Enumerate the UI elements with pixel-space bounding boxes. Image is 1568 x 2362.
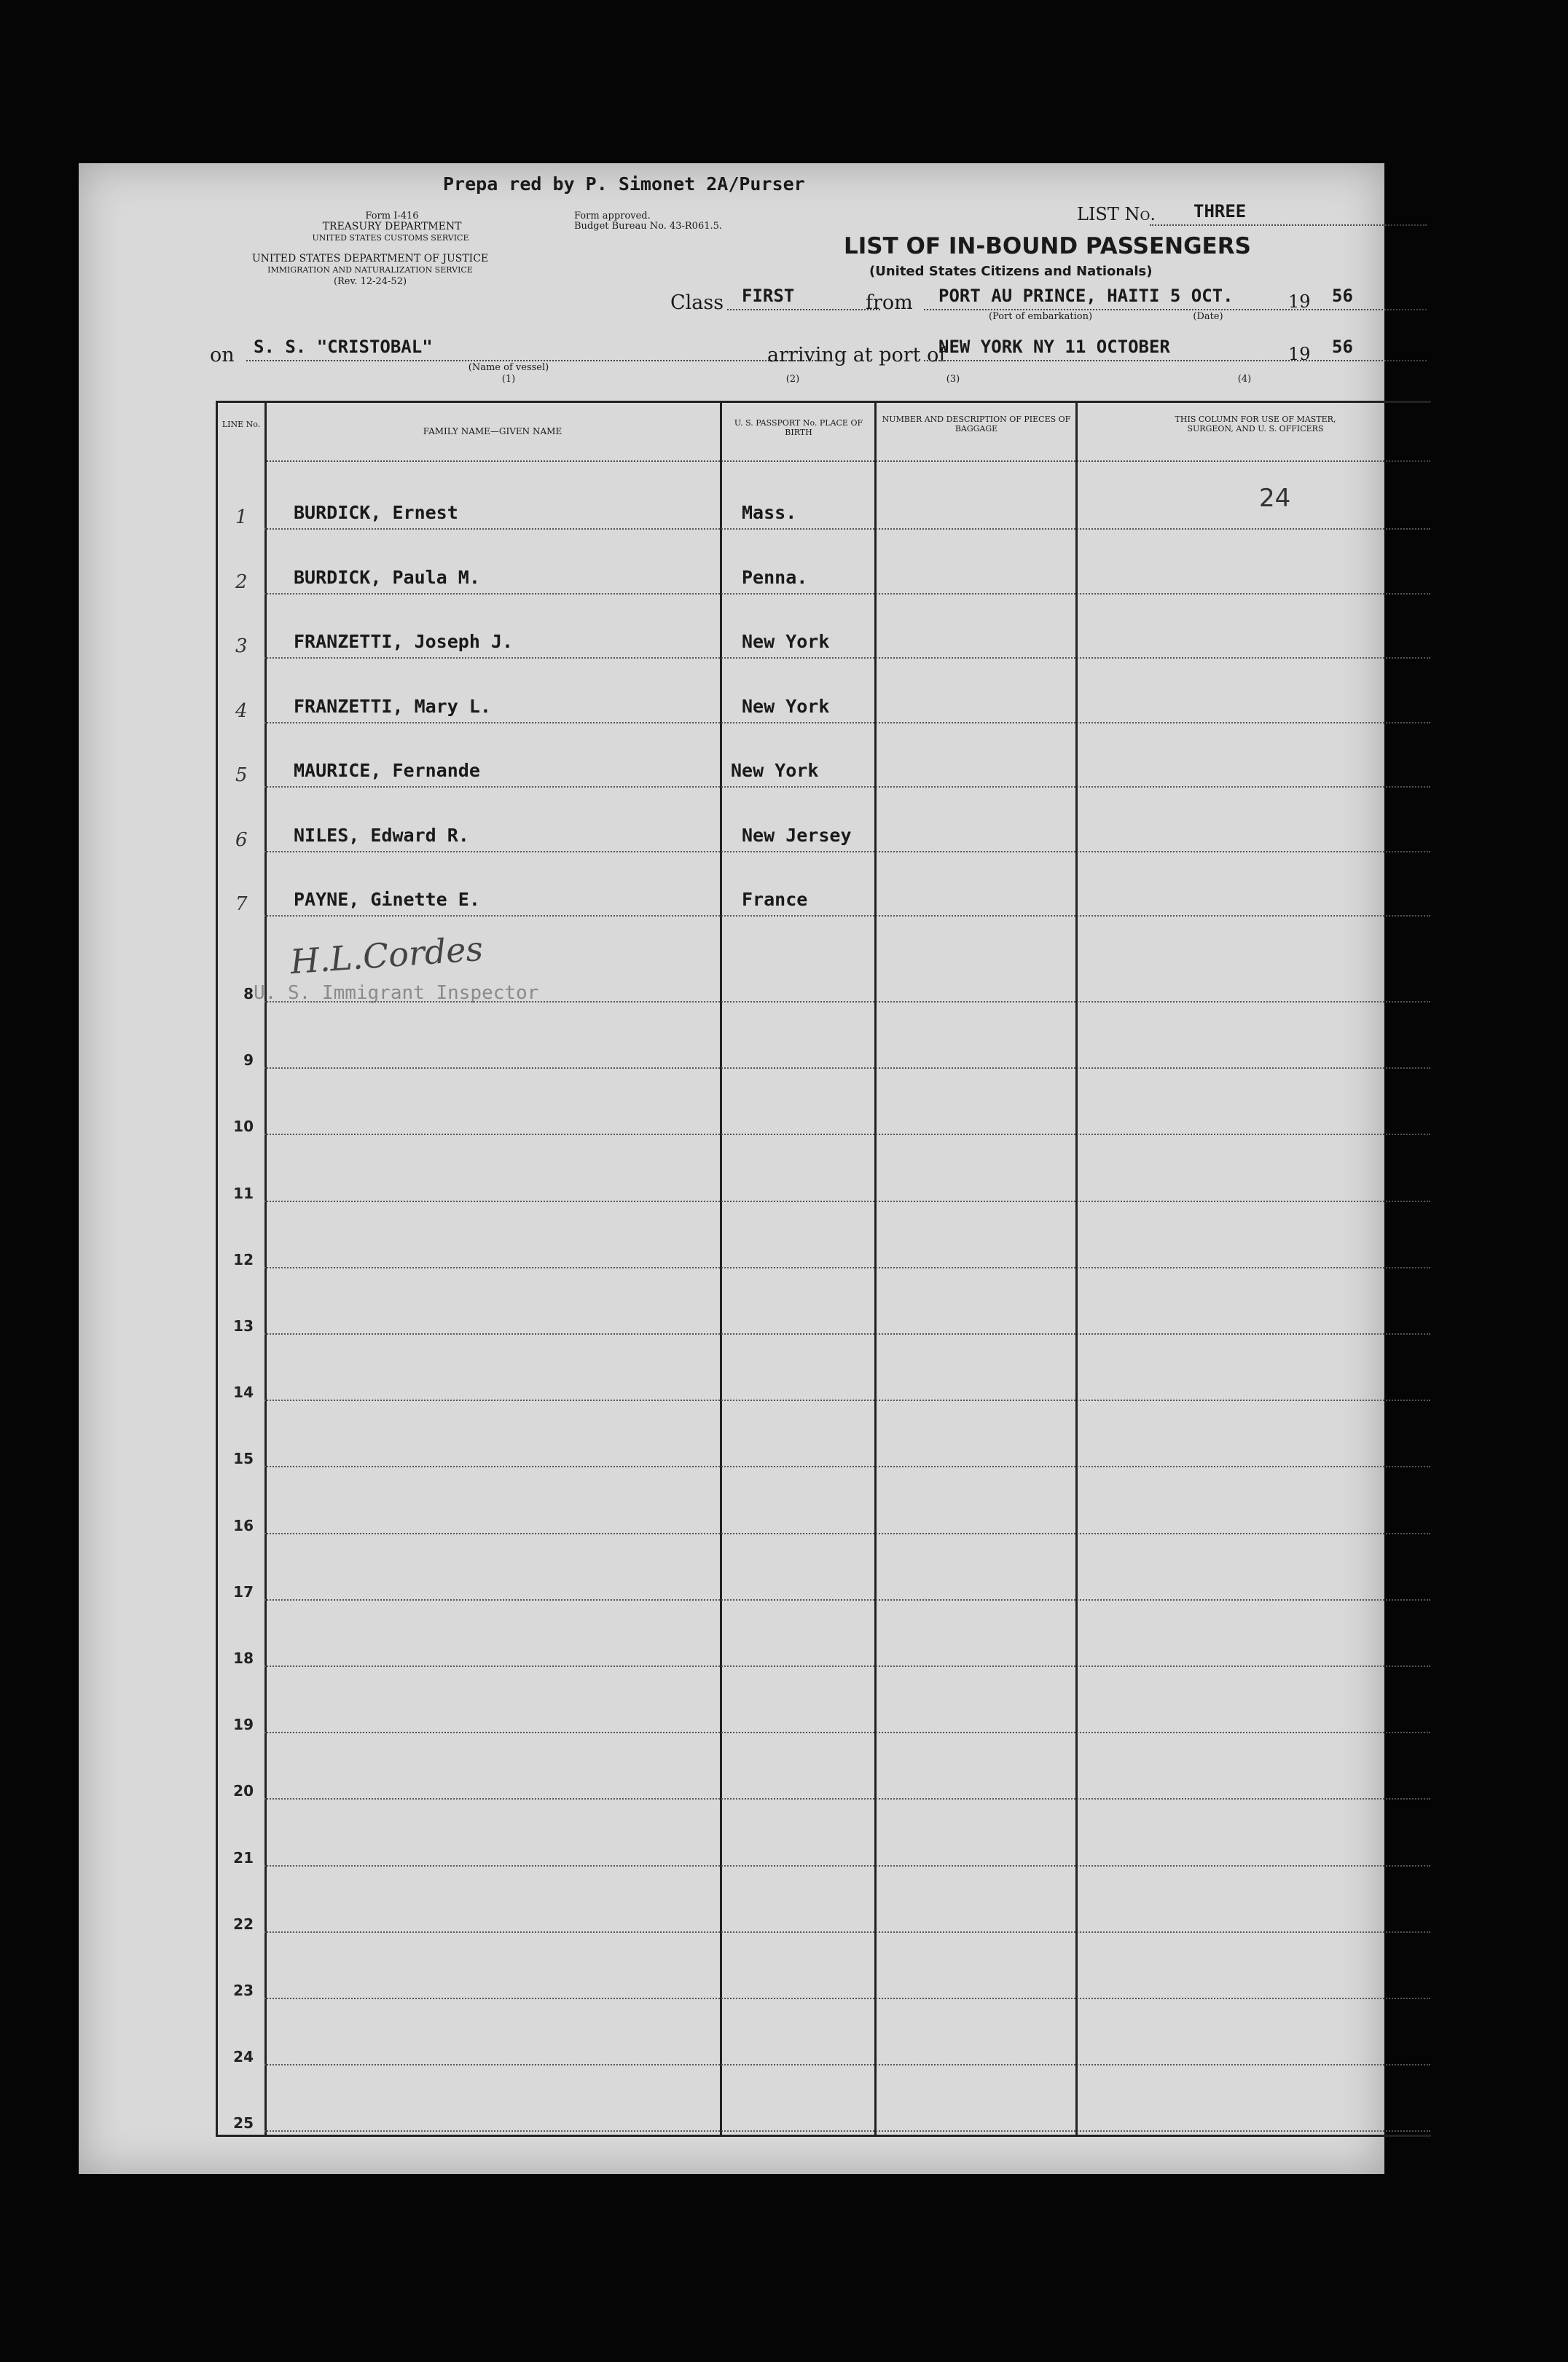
vessel-line xyxy=(246,360,822,361)
row-rule xyxy=(264,1333,1430,1335)
header-officers: THIS COLUMN FOR USE OF MASTER, SURGEON, AND U. S. OFFICERS xyxy=(1175,415,1336,433)
passenger-name: BURDICK, Ernest xyxy=(294,502,458,523)
year-prefix-2: 19 xyxy=(1288,344,1311,364)
year-value-1: 56 xyxy=(1332,286,1353,306)
table-row xyxy=(79,1829,1384,1895)
place-of-birth: Mass. xyxy=(742,502,797,523)
row-rule xyxy=(264,1533,1430,1534)
prepared-by: Prepa red by P. Simonet 2A/Purser xyxy=(443,173,805,195)
row-rule xyxy=(264,1865,1430,1867)
port-embark-caption: (Port of embarkation) xyxy=(988,311,1093,322)
line-number: 20 xyxy=(233,1782,254,1800)
vessel-caption: (Name of vessel) xyxy=(468,362,549,373)
row-rule xyxy=(264,1267,1430,1268)
row-rule xyxy=(264,1798,1430,1800)
check-mark: 6 xyxy=(235,828,248,851)
line-number: 24 xyxy=(233,2048,254,2066)
place-of-birth: New York xyxy=(742,695,830,717)
row-rule xyxy=(264,1201,1430,1202)
manifest-page xyxy=(79,163,1384,2174)
table-row xyxy=(79,1695,1384,1762)
row-rule xyxy=(264,786,1430,788)
from-line xyxy=(924,309,1427,310)
arrival-value: NEW YORK NY 11 OCTOBER xyxy=(938,337,1170,357)
year-value-2: 56 xyxy=(1332,337,1353,357)
list-no-line xyxy=(1150,224,1427,226)
line-number: 16 xyxy=(233,1516,254,1534)
row-rule xyxy=(264,2064,1430,2065)
line-number: 8 xyxy=(243,985,254,1003)
treasury-department: TREASURY DEPARTMENT xyxy=(322,221,462,232)
passenger-row xyxy=(79,609,1384,675)
inspector-stamp: U. S. Immigrant Inspector xyxy=(254,982,539,1004)
table-row xyxy=(79,965,1384,1031)
check-mark: 1 xyxy=(235,506,248,528)
line-number: 12 xyxy=(233,1250,254,1268)
table-row xyxy=(79,2094,1384,2160)
row-rule xyxy=(264,1665,1430,1667)
passenger-row xyxy=(79,867,1384,933)
row-rule xyxy=(264,1599,1430,1601)
passenger-name: FRANZETTI, Mary L. xyxy=(294,695,491,717)
form-subtitle: (United States Citizens and Nationals) xyxy=(869,264,1153,279)
col-number-3: (3) xyxy=(946,374,960,385)
table-row xyxy=(79,1231,1384,1297)
place-of-birth: France xyxy=(742,889,808,910)
line-number: 15 xyxy=(233,1450,254,1468)
table-row xyxy=(79,2028,1384,2094)
arriving-label: arriving at port of xyxy=(767,344,946,366)
table-row xyxy=(79,1895,1384,1961)
revision-date: (Rev. 12-24-52) xyxy=(333,276,407,287)
header-passport: U. S. PASSPORT No. PLACE OF BIRTH xyxy=(734,418,863,437)
row-rule xyxy=(264,1732,1430,1733)
line-number: 11 xyxy=(233,1184,254,1202)
line-number: 17 xyxy=(233,1582,254,1601)
from-label: from xyxy=(866,291,913,314)
check-mark: 5 xyxy=(235,764,248,786)
line-number: 19 xyxy=(233,1716,254,1734)
customs-service: UNITED STATES CUSTOMS SERVICE xyxy=(312,233,469,243)
table-row xyxy=(79,1031,1384,1097)
line-number: 25 xyxy=(233,2114,254,2133)
table-row xyxy=(79,1429,1384,1496)
table-top-rule xyxy=(216,401,1431,403)
col-number-4: (4) xyxy=(1237,374,1252,385)
class-label: Class xyxy=(670,291,724,314)
table-row xyxy=(79,1297,1384,1363)
passenger-row xyxy=(79,545,1384,611)
on-label: on xyxy=(210,344,235,366)
class-value: FIRST xyxy=(742,286,795,306)
justice-department: UNITED STATES DEPARTMENT OF JUSTICE xyxy=(251,253,489,264)
col-number-1: (1) xyxy=(501,374,516,385)
officer-note: 24 xyxy=(1259,484,1291,513)
table-row xyxy=(79,1097,1384,1164)
header-name: FAMILY NAME—GIVEN NAME xyxy=(423,426,562,436)
row-rule xyxy=(264,2130,1430,2132)
year-prefix-1: 19 xyxy=(1288,291,1311,312)
arrival-line xyxy=(924,360,1427,361)
row-rule xyxy=(264,657,1430,659)
col-number-2: (2) xyxy=(785,374,800,385)
line-number: 22 xyxy=(233,1915,254,1933)
row-rule xyxy=(264,1466,1430,1467)
passenger-name: MAURICE, Fernande xyxy=(294,760,480,781)
form-approved: Form approved. xyxy=(574,211,651,221)
row-rule xyxy=(264,1134,1430,1135)
inspector-signature: H.L.Cordes xyxy=(289,928,485,982)
row-rule xyxy=(264,1001,1430,1003)
header-line-no: LINE No. xyxy=(222,420,261,429)
line-number: 10 xyxy=(233,1118,254,1136)
form-number: Form I-416 xyxy=(365,211,419,221)
line-number: 14 xyxy=(233,1384,254,1402)
place-of-birth: Penna. xyxy=(742,566,808,588)
passenger-name: PAYNE, Ginette E. xyxy=(294,889,480,910)
row-rule xyxy=(264,528,1430,530)
row-rule xyxy=(264,722,1430,723)
table-row xyxy=(79,1961,1384,2028)
table-row xyxy=(79,1563,1384,1629)
table-row xyxy=(79,1629,1384,1695)
header-rule xyxy=(264,460,1430,462)
row-rule xyxy=(264,915,1430,917)
table-row xyxy=(79,1496,1384,1563)
row-rule xyxy=(264,1400,1430,1401)
ins-service: IMMIGRATION AND NATURALIZATION SERVICE xyxy=(267,265,473,275)
vessel-value: S. S. "CRISTOBAL" xyxy=(254,337,433,357)
passenger-row xyxy=(79,480,1384,546)
table-row xyxy=(79,1762,1384,1828)
check-mark: 2 xyxy=(235,570,248,593)
row-rule xyxy=(264,1931,1430,1933)
line-number: 9 xyxy=(243,1051,254,1070)
date-caption: (Date) xyxy=(1193,311,1223,322)
budget-bureau: Budget Bureau No. 43-R061.5. xyxy=(574,221,723,232)
class-line xyxy=(727,309,880,310)
line-number: 21 xyxy=(233,1848,254,1867)
list-no-value: THREE xyxy=(1193,201,1247,221)
check-mark: 4 xyxy=(235,699,248,722)
place-of-birth: New Jersey xyxy=(742,824,852,846)
passenger-name: NILES, Edward R. xyxy=(294,824,469,846)
place-of-birth: New York xyxy=(742,631,830,652)
passenger-row xyxy=(79,738,1384,804)
table-row xyxy=(79,1164,1384,1231)
table-row xyxy=(79,1363,1384,1429)
passenger-name: FRANZETTI, Joseph J. xyxy=(294,631,514,652)
header-baggage: NUMBER AND DESCRIPTION OF PIECES OF BAGGAGE xyxy=(882,415,1071,433)
passenger-row xyxy=(79,803,1384,869)
line-number: 23 xyxy=(233,1982,254,1999)
row-rule xyxy=(264,851,1430,852)
line-number: 18 xyxy=(233,1649,254,1667)
check-mark: 7 xyxy=(235,893,248,915)
check-mark: 3 xyxy=(235,635,248,657)
row-rule xyxy=(264,1067,1430,1069)
form-title: LIST OF IN-BOUND PASSENGERS xyxy=(844,233,1251,259)
place-of-birth: New York xyxy=(731,760,819,781)
from-value: PORT AU PRINCE, HAITI 5 OCT. xyxy=(938,286,1234,306)
line-number: 13 xyxy=(233,1317,254,1335)
passenger-name: BURDICK, Paula M. xyxy=(294,566,480,588)
passenger-row xyxy=(79,674,1384,740)
list-no-label: LIST No. xyxy=(1077,204,1156,224)
row-rule xyxy=(264,1998,1430,1999)
row-rule xyxy=(264,593,1430,595)
